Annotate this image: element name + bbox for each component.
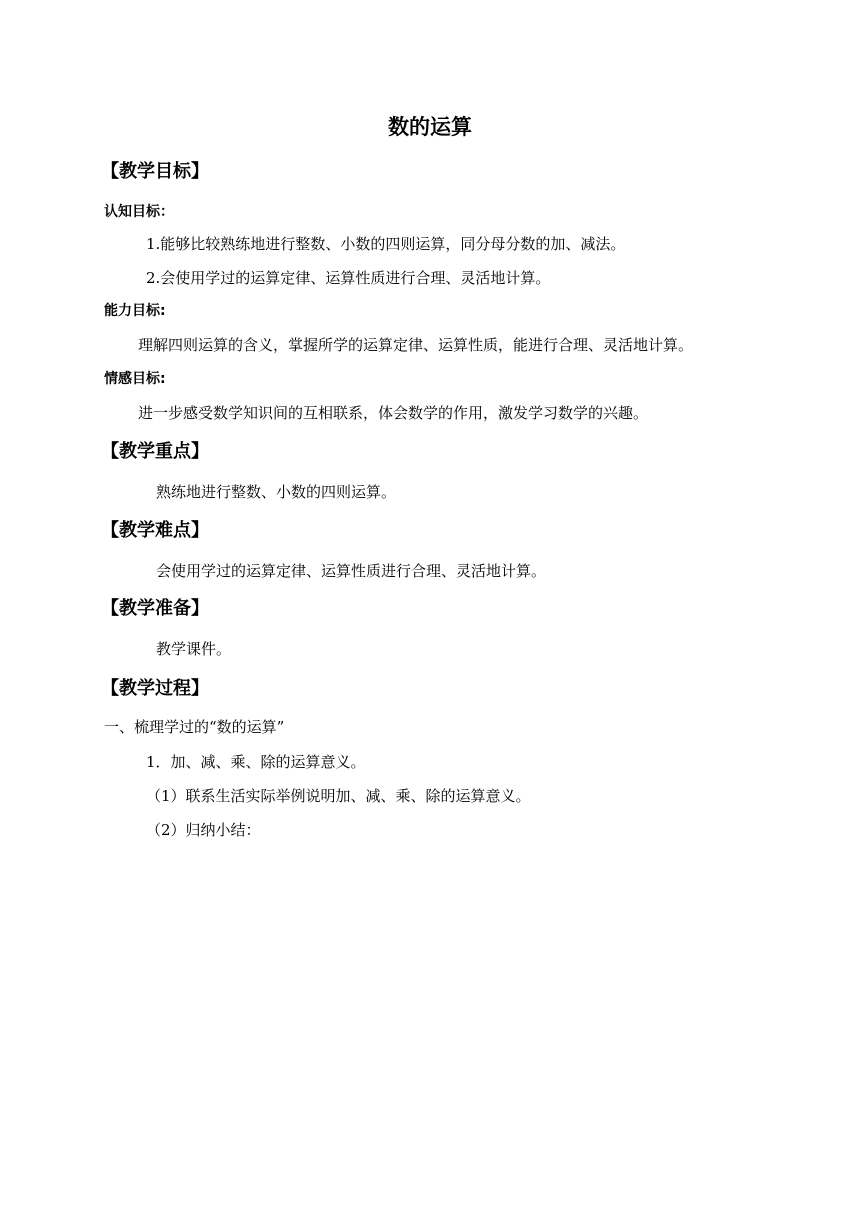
- ability-objective-text: 理解四则运算的含义，掌握所学的运算定律、运算性质，能进行合理、灵活地计算。: [138, 336, 694, 354]
- section-heading-difficulties: 【教学难点】: [101, 520, 209, 541]
- emotion-objective-text: 进一步感受数学知识间的互相联系，体会数学的作用，激发学习数学的兴趣。: [138, 404, 649, 422]
- section-heading-preparation: 【教学准备】: [101, 598, 209, 619]
- difficulties-text: 会使用学过的运算定律、运算性质进行合理、灵活地计算。: [156, 562, 547, 580]
- process-subitem-1: （1）联系生活实际举例说明加、减、乘、除的运算意义。: [146, 787, 531, 805]
- section-heading-process: 【教学过程】: [101, 678, 209, 699]
- process-part-1: 一、梳理学过的“数的运算”: [104, 718, 285, 736]
- cognitive-objective-item-1: 1.能够比较熟练地进行整数、小数的四则运算，同分母分数的加、减法。: [146, 235, 626, 253]
- cognitive-objective-item-2: 2.会使用学过的运算定律、运算性质进行合理、灵活地计算。: [146, 269, 551, 287]
- document-title: 数的运算: [388, 115, 472, 139]
- section-heading-key-points: 【教学重点】: [101, 441, 209, 462]
- section-heading-objectives: 【教学目标】: [101, 161, 209, 182]
- process-item-1: 1．加、减、乘、除的运算意义。: [146, 753, 366, 771]
- cognitive-objective-label: 认知目标：: [104, 204, 174, 220]
- ability-objective-label: 能力目标:: [104, 303, 166, 319]
- preparation-text: 教学课件。: [156, 640, 232, 658]
- key-points-text: 熟练地进行整数、小数的四则运算。: [156, 483, 397, 501]
- process-subitem-2: （2）归纳小结：: [146, 821, 261, 839]
- emotion-objective-label: 情感目标:: [104, 371, 166, 387]
